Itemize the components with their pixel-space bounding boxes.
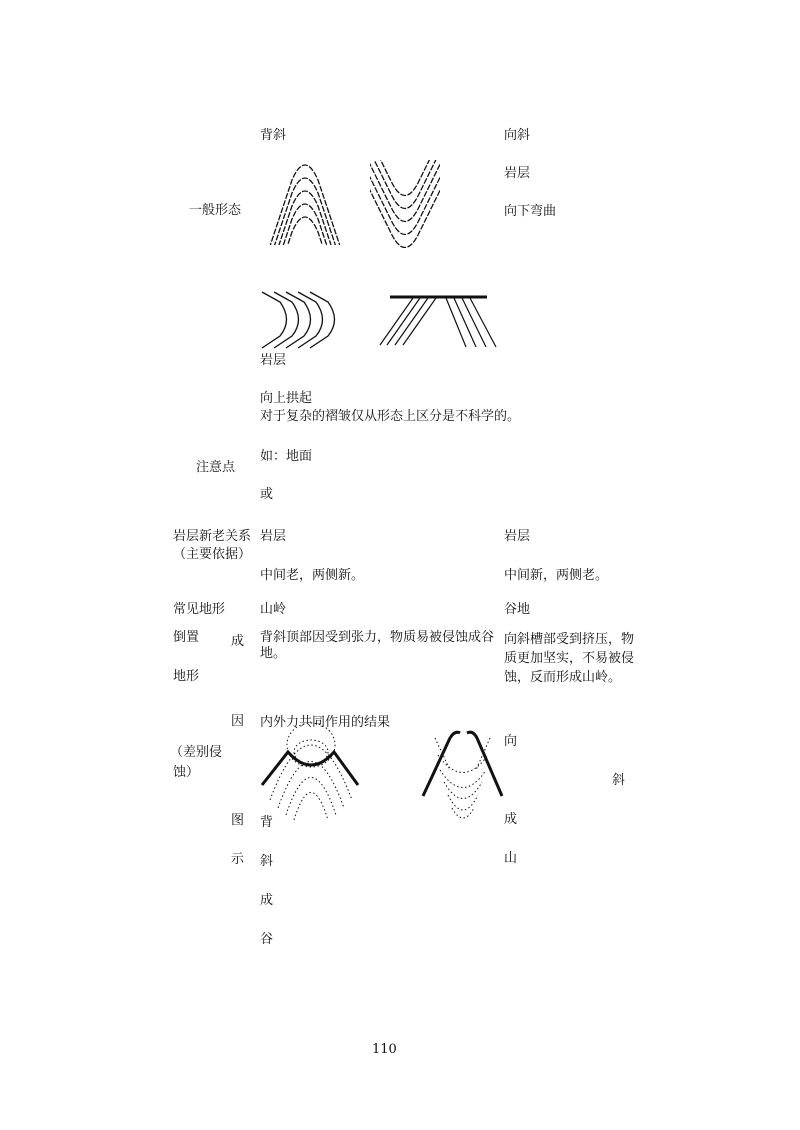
eroded-fold-diagram	[380, 297, 496, 347]
anticline-cause: 背斜顶部因受到张力，物质易被侵蚀成谷地。	[260, 630, 495, 661]
row-label-inverted: 蚀）	[173, 765, 200, 780]
note-or: 或	[260, 487, 274, 502]
cause-label: 成	[231, 634, 245, 649]
syncline-caption: 斜	[612, 773, 626, 788]
syncline-mountain-diagram	[423, 732, 502, 818]
anticline-caption: 谷	[260, 932, 274, 947]
age-anticline: 中间老，两侧新。	[260, 568, 365, 583]
recumbent-fold-diagram	[262, 292, 335, 348]
diagram-label: 图	[231, 813, 245, 828]
row-label-general: 一般形态	[189, 203, 242, 218]
row-label-note: 注意点	[196, 460, 236, 475]
syncline-caption: 成	[504, 812, 518, 827]
anticline-caption: 背	[260, 815, 274, 830]
common-cause: 内外力共同作用的结果	[260, 715, 391, 730]
row-label-age-sub: （主要依据）	[173, 547, 252, 562]
cause-label: 因	[231, 714, 245, 729]
note-example: 如：地面	[260, 449, 313, 464]
note-text: 对于复杂的褶皱仅从形态上区分是不科学的。	[260, 409, 521, 424]
anticline-caption: 成	[260, 893, 274, 908]
diagram-label: 示	[231, 852, 245, 867]
anticline-valley-diagram	[262, 723, 358, 820]
row-label-inverted: 倒置	[173, 630, 200, 645]
landform-syncline: 谷地	[504, 602, 531, 617]
landform-anticline: 山岭	[260, 602, 287, 617]
anticline-text: 向上拱起	[260, 391, 313, 406]
age-anticline: 岩层	[260, 529, 287, 544]
syncline-cause: 向斜槽部受到挤压，物质更加坚实，不易被侵蚀，反而形成山岭。	[504, 632, 635, 685]
row-label-age: 岩层新老关系	[173, 529, 252, 544]
syncline-caption: 向	[504, 734, 518, 749]
header-syncline: 向斜	[504, 128, 531, 143]
row-label-inverted: （差别侵	[170, 745, 223, 760]
row-label-inverted: 地形	[173, 669, 200, 684]
row-label-landform: 常见地形	[173, 602, 226, 617]
syncline-text: 岩层	[504, 166, 531, 181]
syncline-text: 向下弯曲	[504, 204, 557, 219]
anticline-text: 岩层	[260, 353, 287, 368]
page-number: 110	[372, 1042, 397, 1057]
syncline-diagram	[355, 108, 455, 248]
age-syncline: 中间新，两侧老。	[504, 568, 609, 583]
header-anticline: 背斜	[260, 128, 287, 143]
anticline-caption: 斜	[260, 854, 274, 869]
age-syncline: 岩层	[504, 529, 531, 544]
syncline-caption: 山	[504, 851, 518, 866]
